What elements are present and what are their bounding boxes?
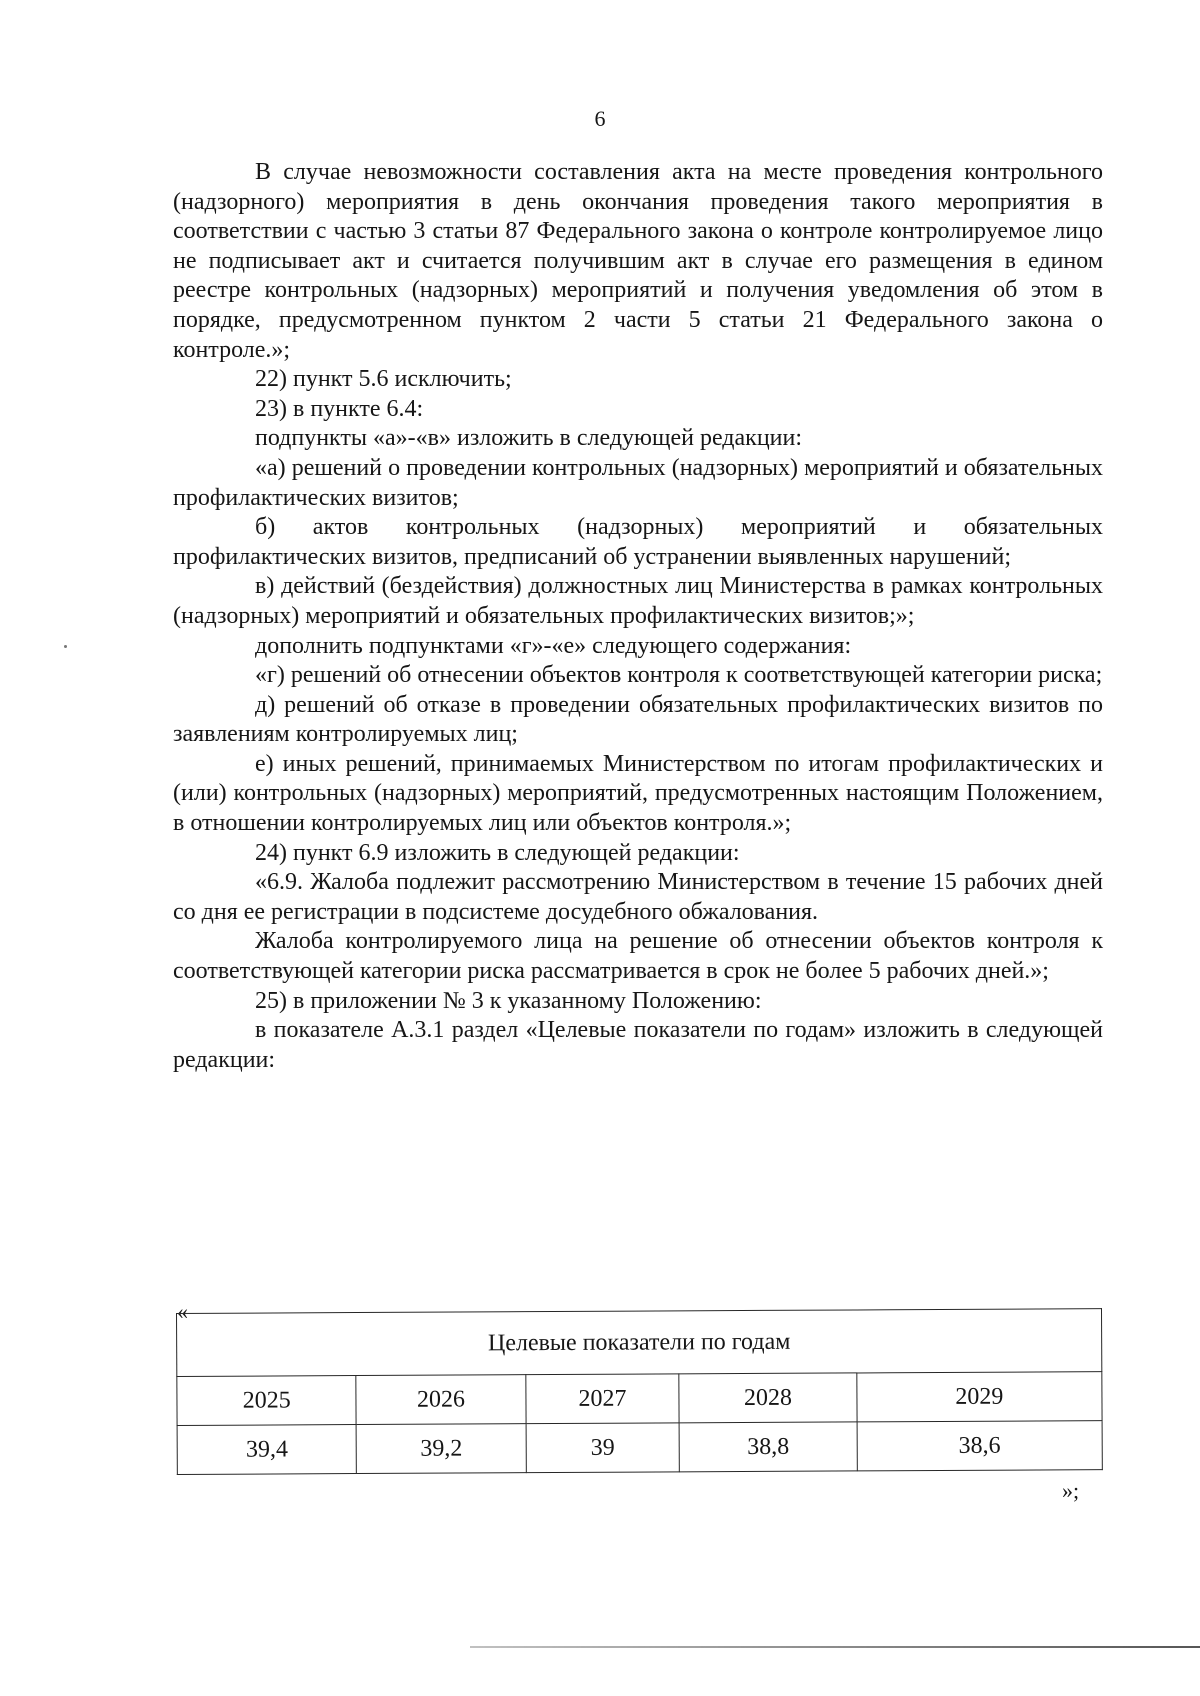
year-cell: 2026 bbox=[356, 1375, 526, 1425]
value-cell: 39 bbox=[526, 1423, 680, 1473]
target-indicators-table bbox=[176, 1308, 1103, 1475]
year-cell: 2029 bbox=[857, 1372, 1102, 1422]
scan-speck bbox=[64, 645, 67, 648]
table-header-row bbox=[177, 1309, 1102, 1377]
paragraph: дополнить подпунктами «г»-«е» следующего содержания: bbox=[255, 632, 852, 659]
paragraph: б) актов контрольных (надзорных) мероприятий и обязательных профилактических визитов, предписаний об устранении выявленных нарушений; bbox=[173, 514, 1103, 570]
value-cell: 38,6 bbox=[857, 1421, 1102, 1471]
paragraph: В случае невозможности составления акта на месте проведения контрольного (надзорного) мероприятия в день окончания проведения такого мероприятия в соответствии с частью 3 статьи 87 Федерального закона о контроле контролируемое лицо не подписывает акт и считается получившим акт в случае его размещения в едином реестре контрольных (надзорных) мероприятий и получения уведомления об этом в порядке, предусмотренном пунктом 2 части 5 статьи 21 Федерального закона о контроле.»; bbox=[173, 159, 1103, 363]
table-header: Целевые показатели по годам bbox=[177, 1309, 1102, 1377]
closing-quote: »; bbox=[1062, 1478, 1080, 1503]
paragraph: «6.9. Жалоба подлежит рассмотрению Министерством в течение 15 рабочих дней со дня ее регистрации в подсистеме досудебного обжалования. bbox=[173, 869, 1103, 925]
year-cell: 2028 bbox=[679, 1373, 857, 1423]
paragraph: в) действий (бездействия) должностных лиц Министерства в рамках контрольных (надзорных) мероприятий и обязательных профилактических визитов;»; bbox=[173, 573, 1103, 629]
paragraph: 25) в приложении № 3 к указанному Положению: bbox=[255, 987, 762, 1014]
paragraph: Жалоба контролируемого лица на решение об отнесении объектов контроля к соответствующей категории риска рассматривается в срок не более 5 рабочих дней.»; bbox=[173, 928, 1103, 985]
paragraph: е) иных решений, принимаемых Министерством по итогам профилактических и (или) контрольных (надзорных) мероприятий, предусмотренных настоящим Положением, в отношении контролируемых лиц или объектов контроля.»; bbox=[173, 750, 1103, 837]
paragraph: д) решений об отказе в проведении обязательных профилактических визитов по заявлениям контролируемых лиц; bbox=[173, 691, 1103, 748]
value-cell: 39,2 bbox=[357, 1424, 527, 1474]
paragraph: «г) решений об отнесении объектов контроля к соответствующей категории риска; bbox=[255, 662, 1103, 689]
paragraph: 24) пункт 6.9 изложить в следующей редакции: bbox=[255, 839, 740, 866]
year-cell: 2025 bbox=[177, 1376, 357, 1426]
table-row-years bbox=[177, 1372, 1102, 1426]
paragraph: в показателе А.3.1 раздел «Целевые показатели по годам» изложить в следующей редакции: bbox=[173, 1017, 1103, 1073]
paragraph: 23) в пункте 6.4: bbox=[255, 395, 424, 422]
value-cell: 38,8 bbox=[679, 1422, 857, 1472]
paragraph: «а) решений о проведении контрольных (надзорных) мероприятий и обязательных профилактических визитов; bbox=[173, 454, 1103, 511]
year-cell: 2027 bbox=[526, 1374, 680, 1424]
page-number: 6 bbox=[594, 106, 606, 131]
body-text bbox=[173, 158, 1103, 1075]
paragraph: подпункты «а»-«в» изложить в следующей редакции: bbox=[255, 425, 803, 452]
paragraph: 22) пункт 5.6 исключить; bbox=[255, 366, 512, 393]
value-cell: 39,4 bbox=[177, 1425, 357, 1475]
opening-quote: « bbox=[177, 1299, 188, 1324]
table-row-values bbox=[177, 1421, 1102, 1475]
scan-edge-line bbox=[470, 1646, 1200, 1648]
